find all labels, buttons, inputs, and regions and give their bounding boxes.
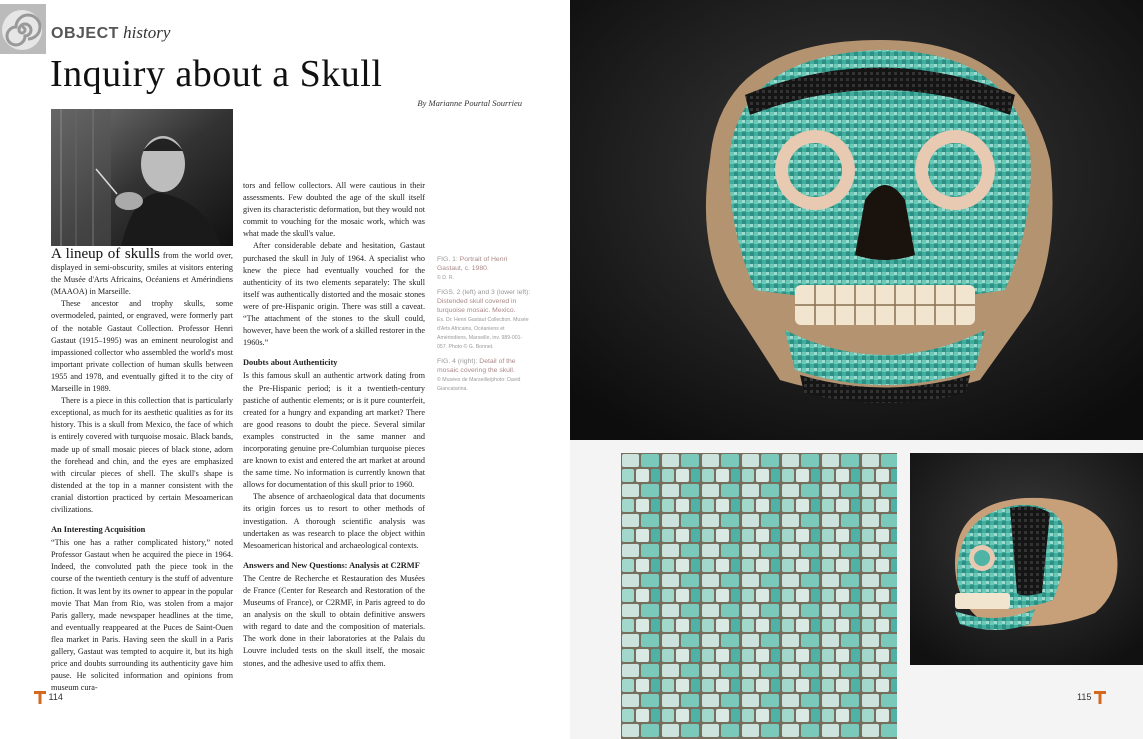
caption-fig4: FIG. 4 (right): Detail of the mosaic covering the skull. © Musées de Marseille/photo: David Giancatarina. xyxy=(437,358,521,392)
page-footer-left xyxy=(34,691,63,704)
spiral-logo-icon xyxy=(0,4,46,54)
section-heading: Doubts about Authenticity xyxy=(243,358,338,368)
article-title: Inquiry about a Skull xyxy=(50,53,383,95)
paragraph: Is this famous skull an authentic artwork dating from the Pre-Hispanic period; is it a twentieth-century pastiche of authentic elements; or is it pure counterfeit, created for a hungry and expanding art market? There are good reasons to doubt the piece. Several similar examples constructed in the same manner and incorporating genuine pre-Columbian turquoise pieces are known to exist and entered the art market at around the same time. No information is currently known that allows for documentation of this skull prior to 1960. xyxy=(243,371,425,490)
skull-profile-photo xyxy=(910,453,1143,665)
section-heading: Answers and New Questions: Analysis at C2RMF xyxy=(243,560,420,570)
caption-fig2-3: FIGS. 2 (left) and 3 (lower left): Distended skull covered in turquoise mosaic. Mexico. Ex. Dr. Henri Gastaut Collection. Musée d'Arts Africains, Océaniens et Amérindiens, Marseille, inv. 989-001-057. Photo © G. Bonnet. xyxy=(437,289,531,350)
caption-fig1: FIG. 1: Portrait of Henri Gastaut, c. 1980. © D. R. xyxy=(437,256,508,281)
section-heading: An Interesting Acquisition xyxy=(51,525,146,535)
portrait-photo xyxy=(51,109,233,246)
page-number-left: 114 xyxy=(48,691,63,702)
page-number-right: 115 xyxy=(1077,691,1092,702)
column-1 xyxy=(51,248,233,694)
lead-paragraph: A lineup of skulls from the world over, displayed in semi-obscurity, smiles at visitors entering the Musée d'Arts Africains, Océaniens et Amérindiens (MAAOA) in Marseille. xyxy=(51,246,233,297)
page-footer-right xyxy=(1077,691,1106,704)
magazine-t-logo-icon xyxy=(1094,691,1106,704)
paragraph: The absence of archaeological data that documents its origin forces us to resort to other methods of investigation. A thorough scientific analysis was undertaken as was research to place the object within Mesoamerican historical and archaeological contexts. xyxy=(243,492,425,550)
paragraph: These ancestor and trophy skulls, some overmodeled, painted, or engraved, were formerly part of the notable Gastaut Collection. Professor Henri Gastaut (1915–1995) was an eminent neurologist and impassioned collector who assembled the world's most important private collection of human skulls between 1955 and 1978, and eventually gifted it to the city of Marseille in 1989. xyxy=(51,299,233,394)
paragraph: There is a piece in this collection that is particularly exceptional, as much for its aesthetic qualities as for its history. This is a skull from Mexico, the face of which is entirely covered with turquoise mosaic. Black bands, made up of small mosaic pieces of black stone, adorn the forehead and chin, and the eyes are emphasized with circular pieces of shell. The skull's shape is distended at the top in a manner consistent with the cranial distortion practiced by certain Mesoamerican civilizations. xyxy=(51,396,233,514)
figure-captions xyxy=(437,255,532,399)
paragraph: “This one has a rather complicated history,” noted Professor Gastaut when he acquired the piece in 1964. Indeed, the convoluted path the piece took in the course of the twentieth century is the stuff of adventure fiction. It was lent by its owner to appear in the popular movie That Man from Rio, was stolen from a major Paris gallery, made newspaper headlines at the time, and eventually reappeared at the Puces de Saint-Ouen flea market in Paris. Having seen the skull in a Paris gallery, Gastaut was tempted to acquire it, but its high price and doubts surrounding its authenticity gave him pause. He solicited information and opinions from museum cura- xyxy=(51,538,233,693)
paragraph: After considerable debate and hesitation, Gastaut purchased the skull in July of 1964. A specialist who knew the piece had eventually vouched for the authenticity of its two elements separately: The skull itself was authentically distorted and the mosaic stones were of pre-Hispanic origin. There was still a caveat. “The attachment of the stones to the skull could, however, have been the work of a skilled restorer in the 1960s.” xyxy=(243,241,425,348)
paragraph: The Centre de Recherche et Restauration des Musées de France (Center for Research and Restoration of the Museums of France), or C2RMF, in Paris agreed to do an analysis on the skull to obtain definitive answers with regard to date and the composition of materials. The work done in their laboratories at the Palais du Louvre included tests on the skull itself, the mosaic stones, and the adhesive used to affix them. xyxy=(243,573,425,668)
byline: By Marianne Pourtal Sourrieu xyxy=(417,98,522,108)
left-page xyxy=(0,0,570,739)
right-page xyxy=(570,0,1143,739)
turquoise-skull-photo xyxy=(570,0,1143,440)
paragraph: tors and fellow collectors. All were cautious in their assessments. Few doubted the age of the skull itself given its characteristic deformation, but they would not commit to vouching for the mosaic work, which was what made the skull's value. xyxy=(243,181,425,239)
column-2 xyxy=(243,180,425,670)
section-label: OBJECT history xyxy=(51,23,171,42)
mosaic-detail-photo xyxy=(621,453,897,739)
magazine-t-logo-icon xyxy=(34,691,46,704)
